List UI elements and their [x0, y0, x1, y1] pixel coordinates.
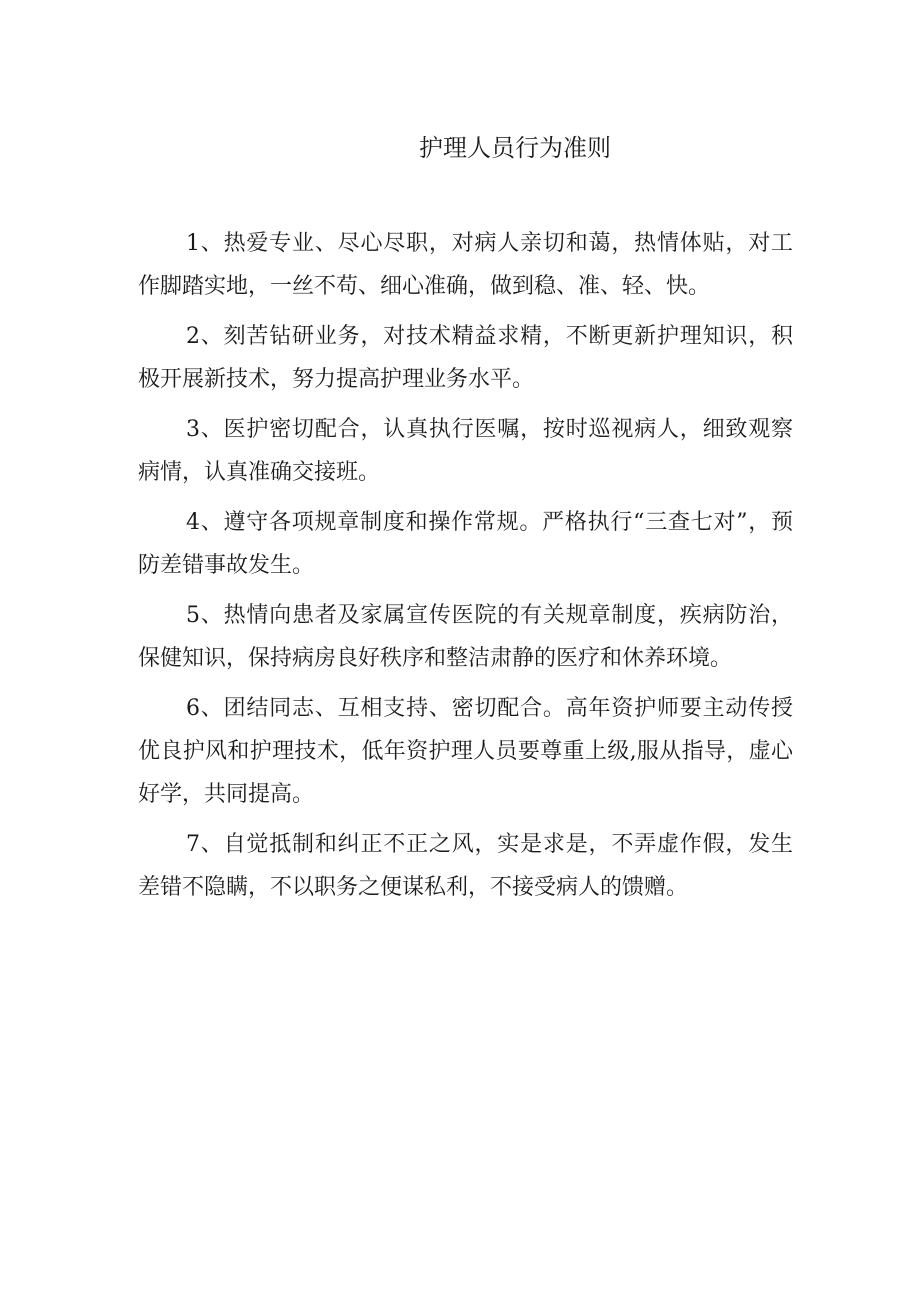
rule-item-2: 2、刻苦钻研业务，对技术精益求精，不断更新护理知识，积极开展新技术，努力提高护理业务水平。 [138, 324, 793, 392]
rule-item-4: 4、遵守各项规章制度和操作常规。严格执行“三查七对”，预防差错事故发生。 [138, 510, 793, 578]
rule-item-3: 3、医护密切配合，认真执行医嘱，按时巡视病人，细致观察病情，认真准确交接班。 [138, 417, 793, 485]
rule-item-5: 5、热情向患者及家属宣传医院的有关规章制度，疾病防治，保健知识，保持病房良好秩序和整洁肃静的医疗和休养环境。 [138, 603, 793, 671]
rules-list [138, 222, 793, 916]
rule-item-7: 7、自觉抵制和纠正不正之风，实是求是，不弄虚作假，发生差错不隐瞒，不以职务之便谋私利，不接受病人的馈赠。 [138, 832, 793, 900]
document-title: 护理人员行为准则 [419, 134, 611, 162]
rule-item-6: 6、团结同志、互相支持、密切配合。高年资护师要主动传授优良护风和护理技术，低年资护理人员要尊重上级,服从指导，虚心好学，共同提高。 [138, 696, 793, 807]
rule-item-1: 1、热爱专业、尽心尽职，对病人亲切和蔼，热情体贴，对工作脚踏实地，一丝不苟、细心准确，做到稳、准、轻、快。 [138, 231, 793, 299]
